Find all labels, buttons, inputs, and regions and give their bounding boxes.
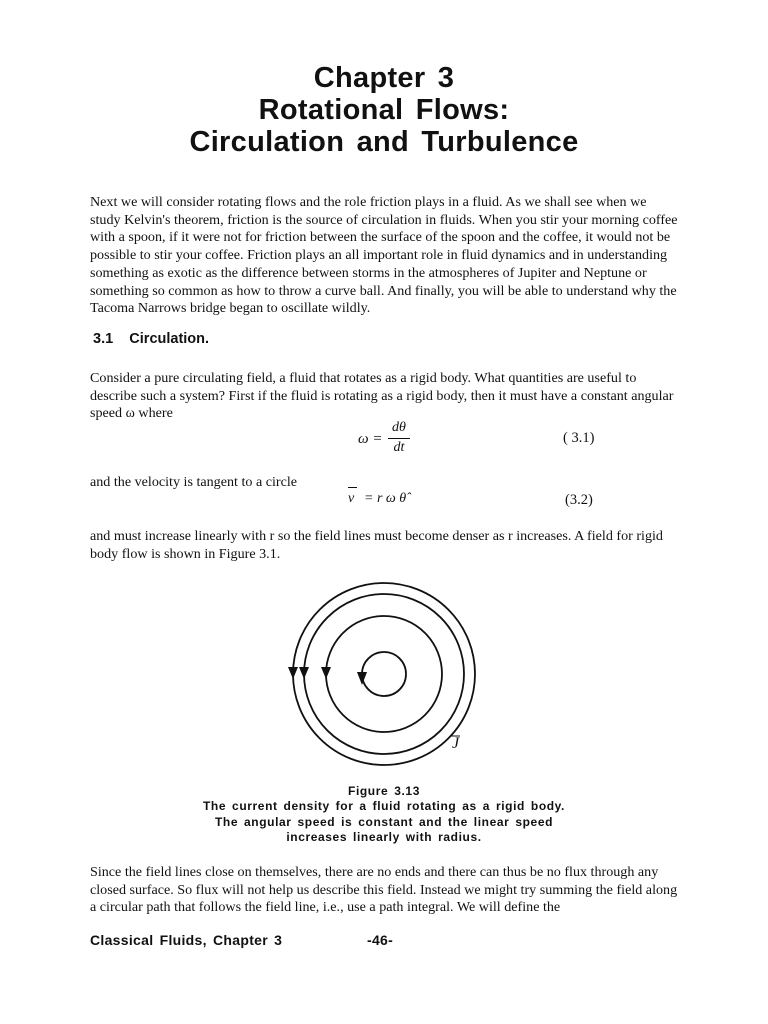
section-paragraph: Consider a pure circulating field, a fluid that rotates as a rigid body. What quantities are useful to describe such a system? First if the fluid is rotating as a rigid body, then it must have a constant angular speed ω where	[90, 370, 674, 422]
closing-paragraph: Since the field lines close on themselves, there are no ends and there can thus be no flux through any closed surface. So flux will not help us describe this field. Instead we might try summing the field along a circular path that follows the field line, i.e., use a path integral. We will define the	[90, 864, 678, 916]
chapter-subtitle: Circulation and Turbulence	[189, 126, 579, 158]
figure-caption-line: The current density for a fluid rotating as a rigid body.	[202, 799, 565, 813]
current-density-symbol: J	[452, 735, 460, 752]
equation-lhs: ω =	[358, 431, 383, 447]
arrow-head-icon	[321, 667, 331, 679]
fraction-numerator: dθ	[392, 420, 406, 435]
equation-rhs: = r ω θ̂	[364, 491, 407, 506]
chapter-number: Chapter 3	[313, 62, 455, 94]
figure-label: Figure 3.13	[348, 784, 420, 798]
fraction-denominator: dt	[393, 440, 405, 455]
equation-number: ( 3.1)	[563, 430, 595, 446]
velocity-vector	[348, 491, 354, 507]
equation-fraction	[388, 420, 410, 458]
velocity-symbol: v	[348, 491, 355, 506]
vector-arrow	[348, 487, 357, 488]
arrow-head-icon	[357, 672, 367, 685]
field-paragraph: and must increase linearly with r so the field lines must become denser as r increases. A field for rigid body flow is shown in Figure 3.1.	[90, 528, 663, 562]
figure-caption-line: The angular speed is constant and the linear speed	[214, 815, 554, 829]
chapter-title: Rotational Flows:	[258, 94, 510, 126]
footer-book-title: Classical Fluids, Chapter 3	[90, 932, 283, 948]
figure-caption-line: increases linearly with radius.	[286, 830, 482, 844]
section-title: Circulation.	[129, 331, 210, 347]
page-number: -46-	[367, 932, 394, 948]
equation-number: (3.2)	[565, 492, 593, 508]
velocity-sentence: and the velocity is tangent to a circle	[90, 474, 298, 490]
arrow-head-icon	[299, 667, 309, 679]
field-line-circle	[293, 583, 475, 765]
intro-paragraph: Next we will consider rotating flows and the role friction plays in a fluid. As we shall see when we study Kelvin's theorem, friction is the source of circulation in fluids. When you stir your morning coffee with a spoon, if it were not for friction between the surface of the spoon and the coffee, it would not be possible to stir your coffee. Friction plays an all important role in fluid dynamics and in understanding something as exotic as the difference between storms in the atmospheres of Jupiter and Neptune or something so common as how to throw a curve ball. And finally, you will be able to understand why the Tacoma Narrows bridge began to oscillate wildly.	[90, 194, 678, 317]
section-number: 3.1	[93, 331, 114, 347]
field-line-circle	[362, 652, 406, 696]
rigid-body-flow-figure	[270, 575, 500, 780]
arrow-head-icon	[288, 667, 298, 679]
fraction-bar	[388, 438, 410, 439]
field-line-circle	[326, 616, 442, 732]
section-heading	[93, 331, 209, 347]
